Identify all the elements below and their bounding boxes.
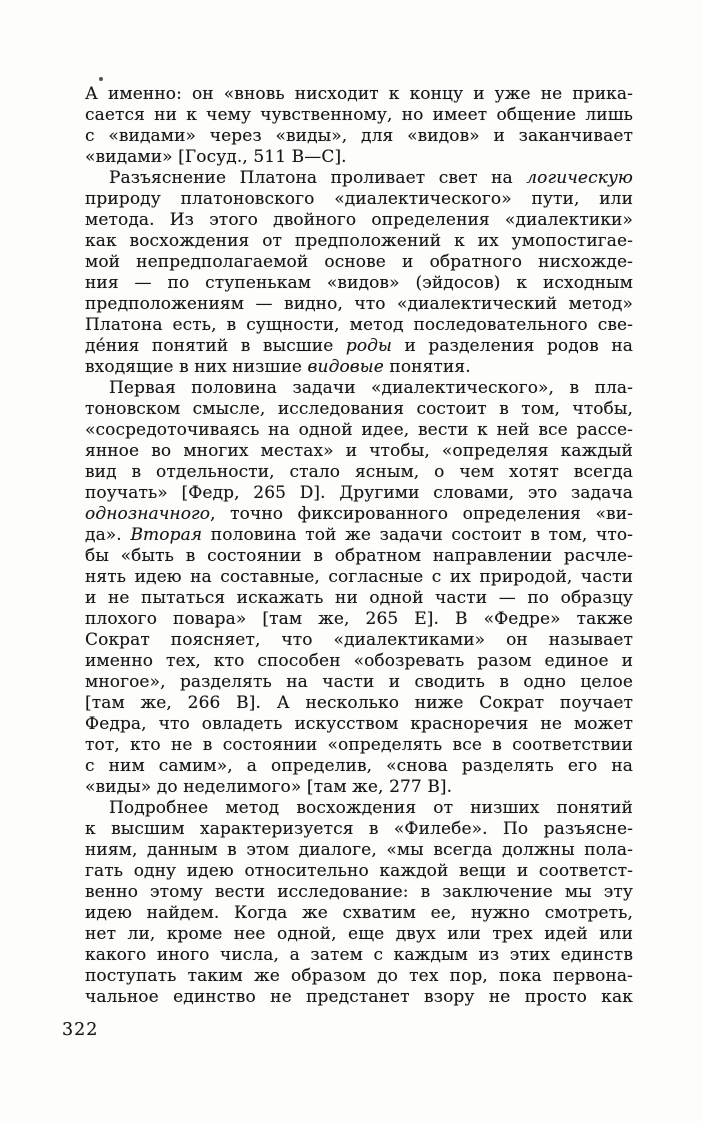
- text-line: [85, 567, 633, 588]
- body-text: сается ни к чему чувственному, но имеет общение лишь: [85, 105, 633, 125]
- body-text: и разделения родов на: [391, 336, 633, 356]
- text-line: [85, 336, 633, 357]
- body-text: плохого повара» [там же, 265 Е]. В «Федре» также: [85, 609, 633, 629]
- text-line: [85, 105, 633, 126]
- text-line: [85, 504, 633, 525]
- body-text: «видами» [Госуд., 511 В—С].: [85, 147, 347, 167]
- text-line: [85, 903, 633, 924]
- text-line: [85, 735, 633, 756]
- text-line: [85, 252, 633, 273]
- text-line: [85, 651, 633, 672]
- body-text: как восхождения от предположений к их умопостигае-: [85, 231, 633, 251]
- body-text: тот, кто не в состоянии «определять все в соответствии: [85, 735, 633, 755]
- body-text: именно тех, кто способен «обозревать разом единое и: [85, 651, 633, 671]
- page-number: 322: [62, 1020, 99, 1040]
- body-text: ниям, данным в этом диалоге, «мы всегда должны пола-: [85, 840, 633, 860]
- text-line: [85, 294, 633, 315]
- emphasized-text: однозначного: [85, 504, 211, 524]
- body-text: поступать таким же образом до тех пор, пока первона-: [85, 966, 633, 986]
- body-text: нять идею на составные, согласные с их природой, части: [85, 567, 633, 587]
- body-text: идею найдем. Когда же схватим ее, нужно смотреть,: [85, 903, 633, 923]
- text-line: [85, 399, 633, 420]
- body-text: половина той же задачи состоит в том, что-: [202, 525, 634, 545]
- body-text: входящие в них низшие: [85, 357, 308, 377]
- text-line: [85, 126, 633, 147]
- body-text: Федра, что овладеть искусством красноречия не может: [85, 714, 633, 734]
- emphasized-text: видовые: [307, 357, 384, 377]
- body-text: Сократ поясняет, что «диалектиками» он называет: [85, 630, 633, 650]
- text-line: [85, 420, 633, 441]
- text-line: [85, 546, 633, 567]
- text-line: [85, 588, 633, 609]
- text-line: [85, 882, 633, 903]
- body-text: природу платоновского «диалектического» пути, или: [85, 189, 633, 209]
- body-text: Платона есть, в сущности, метод последовательного све-: [85, 315, 633, 335]
- emphasized-text: логическую: [526, 168, 633, 188]
- body-text: с ним самим», а определив, «снова разделять его на: [85, 756, 633, 776]
- text-line: [85, 609, 633, 630]
- text-line: [85, 231, 633, 252]
- body-text: ния — по ступенькам «видов» (эйдосов) к исходным: [85, 273, 633, 293]
- text-line: [85, 756, 633, 777]
- text-line: [85, 798, 633, 819]
- body-text: многое», разделять на части и сводить в одно целое: [85, 672, 633, 692]
- body-text: понятия.: [383, 357, 471, 377]
- body-text: бы «быть в состоянии в обратном направлении расчле-: [85, 546, 633, 566]
- text-line: [85, 693, 633, 714]
- body-text: метода. Из этого двойного определения «диалектики»: [85, 210, 633, 230]
- text-line: [85, 630, 633, 651]
- text-line: [85, 819, 633, 840]
- body-text: вид в отдельности, стало ясным, о чем хотят всегда: [85, 462, 633, 482]
- text-line: [85, 777, 633, 798]
- text-line: [85, 714, 633, 735]
- body-text: «сосредоточиваясь на одной идее, вести к ней все рассе-: [85, 420, 633, 440]
- text-line: [85, 357, 633, 378]
- text-line: [85, 378, 633, 399]
- text-line: [85, 966, 633, 987]
- body-text: Подробнее метод восхождения от низших понятий: [109, 798, 633, 818]
- body-text: предположениям — видно, что «диалектический метод»: [85, 294, 633, 314]
- scan-speck: [99, 77, 103, 81]
- body-text: да».: [85, 525, 131, 545]
- text-line: [85, 273, 633, 294]
- body-text: [там же, 266 В]. А несколько ниже Сократ поучает: [85, 693, 633, 713]
- text-line: [85, 147, 633, 168]
- emphasized-text: Вторая: [130, 525, 203, 545]
- text-line: [85, 441, 633, 462]
- text-line: [85, 945, 633, 966]
- body-text: де́ния понятий в высшие: [85, 336, 346, 356]
- page-text-block: [85, 84, 633, 1008]
- text-line: [85, 462, 633, 483]
- emphasized-text: роды: [345, 336, 392, 356]
- body-text: нет ли, кроме нее одной, еще двух или трех идей или: [85, 924, 633, 944]
- text-line: [85, 210, 633, 231]
- body-text: какого иного числа, а затем с каждым из этих единств: [85, 945, 633, 965]
- body-text: венно этому вести исследование: в заключение мы эту: [85, 882, 633, 902]
- body-text: А именно: он «вновь нисходит к концу и уже не прика-: [85, 84, 633, 104]
- body-text: чальное единство не предстанет взору не просто как: [85, 987, 633, 1007]
- body-text: мой непредполагаемой основе и обратного нисхожде-: [85, 252, 633, 272]
- text-line: [85, 168, 633, 189]
- text-line: [85, 840, 633, 861]
- body-text: тоновском смысле, исследования состоит в том, чтобы,: [85, 399, 633, 419]
- text-line: [85, 987, 633, 1008]
- text-line: [85, 525, 633, 546]
- body-text: гать одну идею относительно каждой вещи и соответст-: [85, 861, 633, 881]
- body-text: с «видами» через «виды», для «видов» и заканчивает: [85, 126, 633, 146]
- text-line: [85, 861, 633, 882]
- body-text: Первая половина задачи «диалектического», в пла-: [109, 378, 633, 398]
- body-text: и не пытаться искажать ни одной части — по образцу: [85, 588, 633, 608]
- body-text: поучать» [Федр, 265 D]. Другими словами, это задача: [85, 483, 633, 503]
- body-text: «виды» до неделимого» [там же, 277 В].: [85, 777, 453, 797]
- body-text: Разъяснение Платона проливает свет на: [109, 168, 527, 188]
- text-line: [85, 483, 633, 504]
- text-line: [85, 315, 633, 336]
- body-text: , точно фиксированного определения «ви-: [210, 504, 633, 524]
- text-line: [85, 924, 633, 945]
- text-line: [85, 672, 633, 693]
- text-line: [85, 84, 633, 105]
- body-text: к высшим характеризуется в «Филебе». По разъясне-: [85, 819, 633, 839]
- text-line: [85, 189, 633, 210]
- body-text: янное во многих местах» и чтобы, «определяя каждый: [85, 441, 633, 461]
